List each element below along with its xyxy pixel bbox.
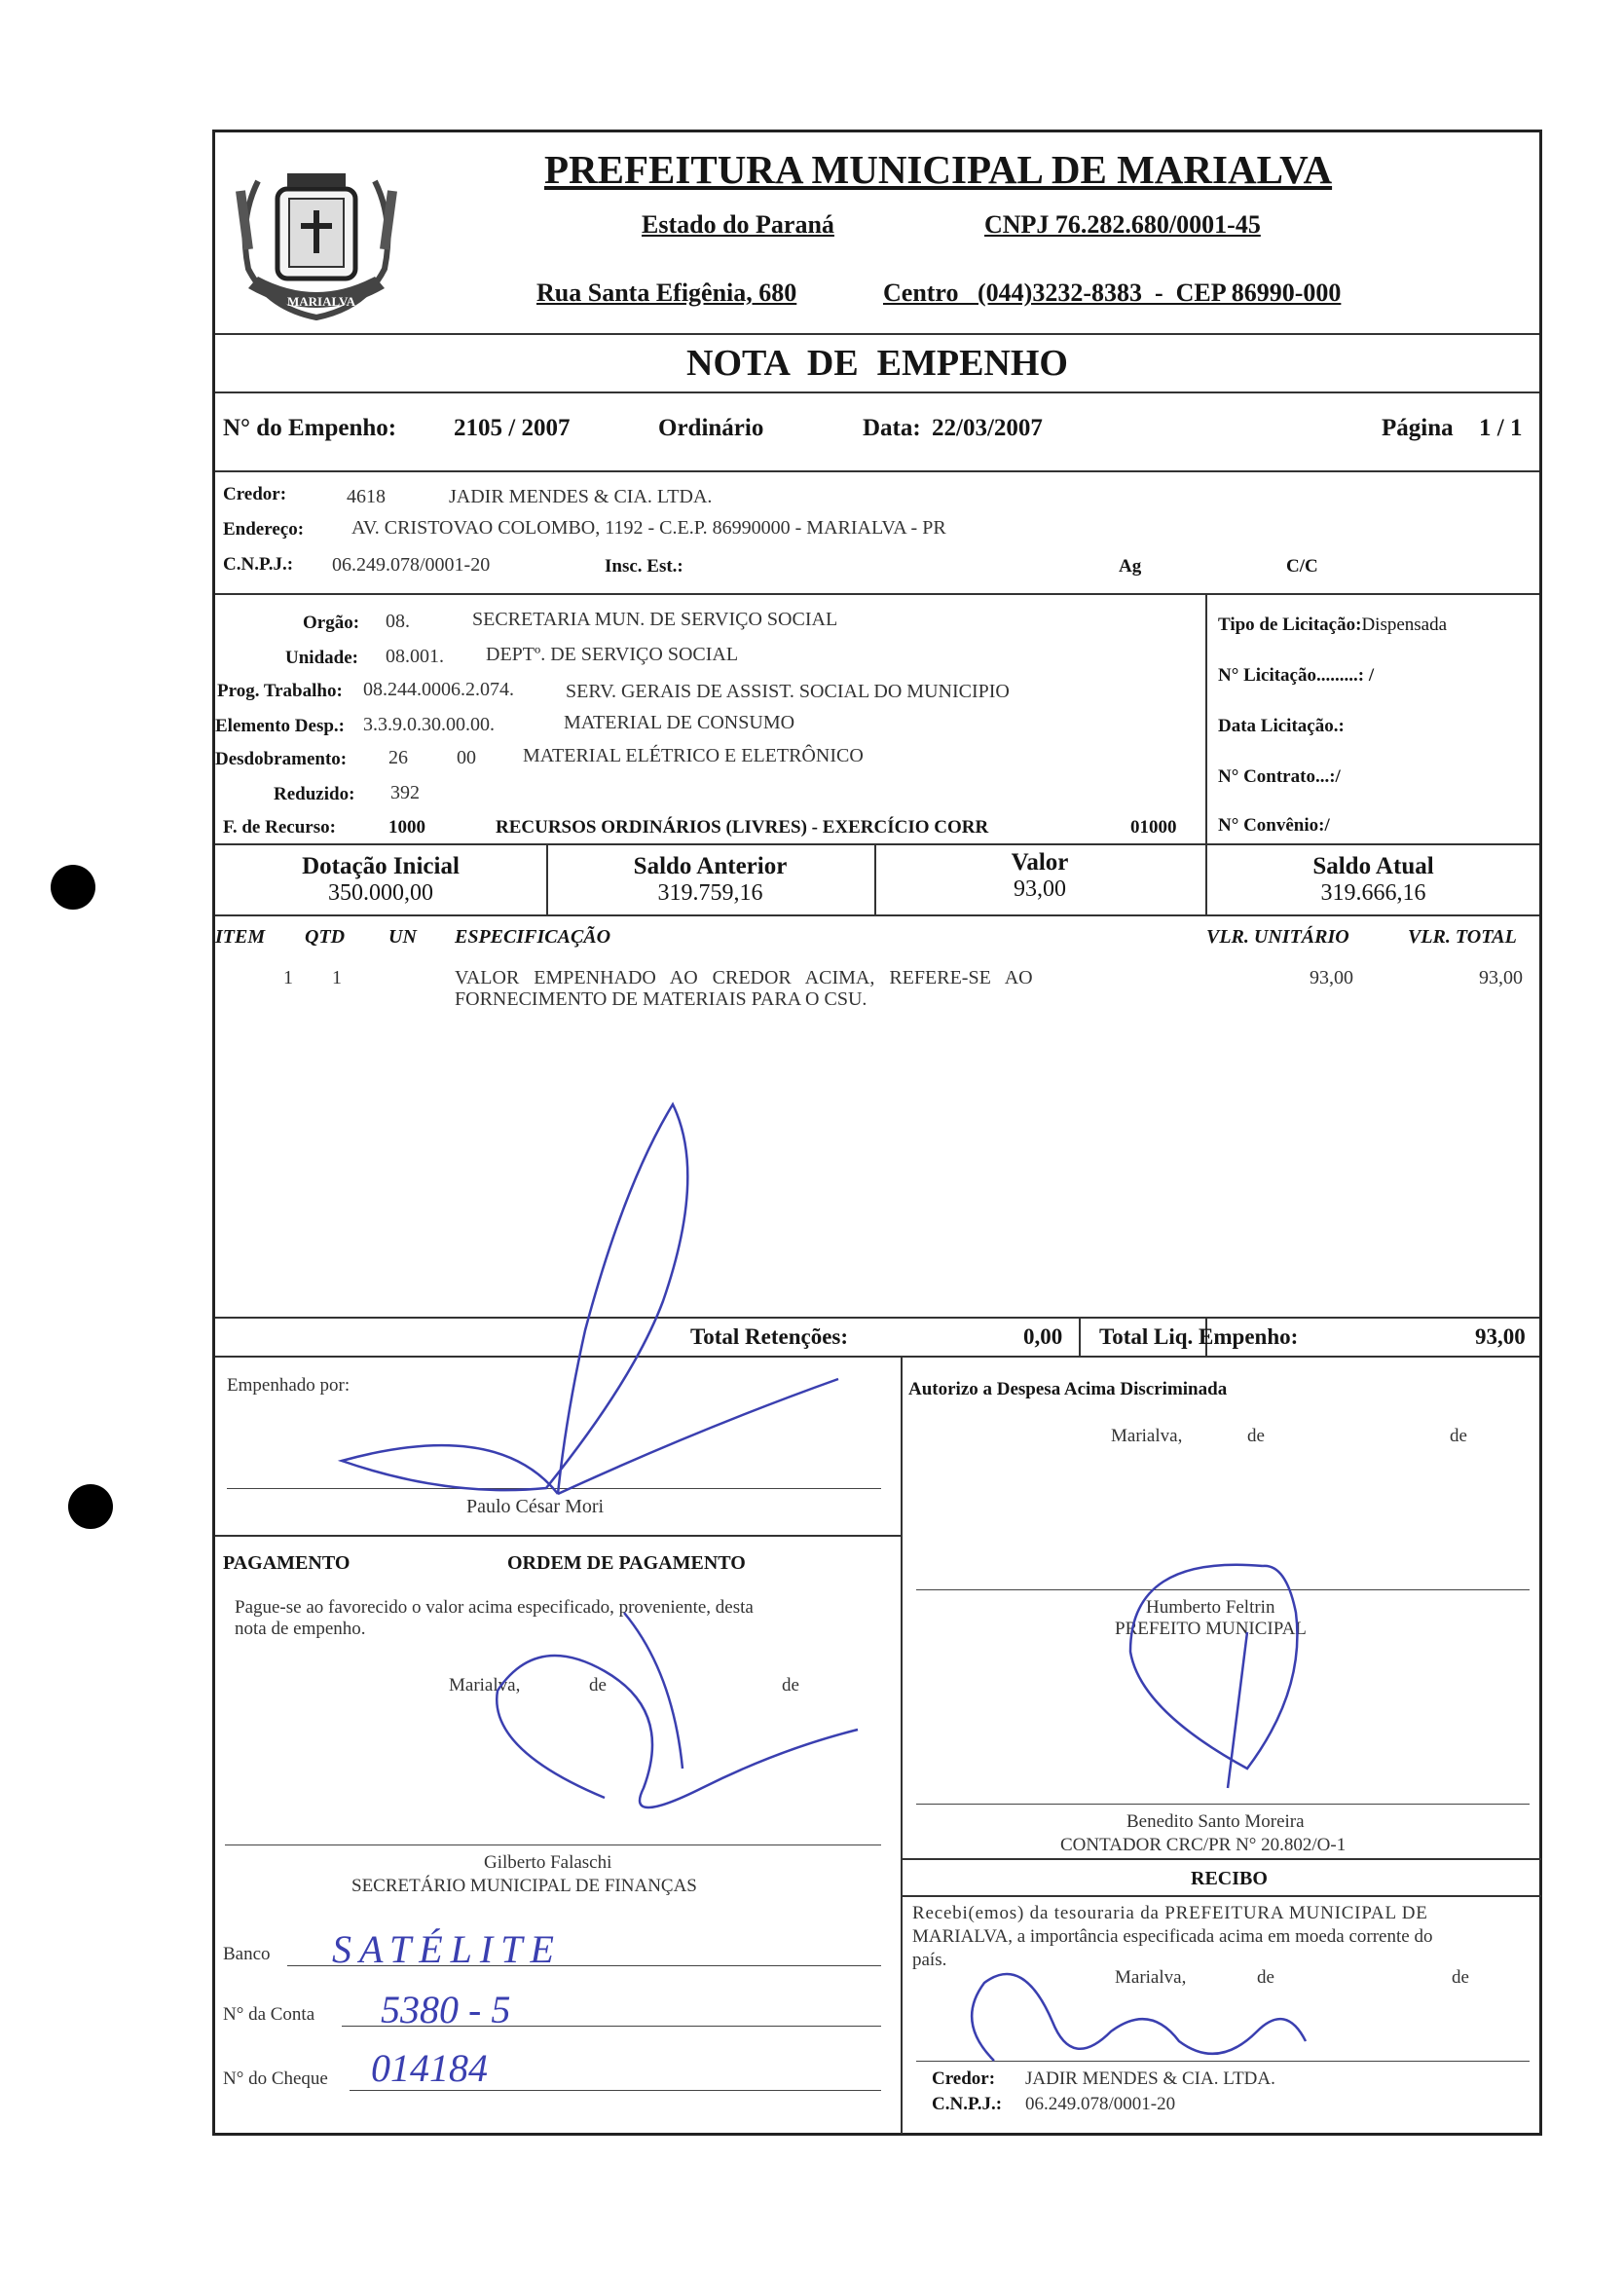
receipt-signature [972,1974,1306,2061]
receipt-text-line3: país. [912,1950,947,1970]
items-header-qty: QTD [305,926,346,948]
commitment-value-amount: 93,00 [1014,876,1066,902]
account-number: 5380 - 5 [381,1988,511,2031]
payment-text-line2: nota de empenho. [235,1619,366,1639]
authorization-label: Autorizo a Despesa Acima Discriminada [908,1379,1228,1399]
expense-element-name: MATERIAL DE CONSUMO [564,712,795,733]
organ-label: Orgão: [303,613,360,633]
check-number: 014184 [371,2046,488,2090]
items-header-unit-price: VLR. UNITÁRIO [1206,926,1349,948]
bank-name: SATÉLITE [332,1927,562,1971]
items-header-spec: ESPECIFICAÇÃO [455,926,611,948]
items-header-total: VLR. TOTAL [1408,926,1517,948]
check-number-label: N° do Cheque [223,2068,328,2089]
organ-name: SECRETARIA MUN. DE SERVIÇO SOCIAL [472,609,838,630]
receipt-creditor-name: JADIR MENDES & CIA. LTDA. [1025,2068,1275,2089]
previous-balance-label: Saldo Anterior [633,853,788,879]
expense-element-code: 3.3.9.0.30.00.00. [363,714,495,735]
empenho-date-label: Data: [863,415,921,441]
item-spec-line2: FORNECIMENTO DE MATERIAIS PARA O CSU. [455,988,867,1010]
receipt-place: Marialva, [1115,1967,1187,1988]
payment-order-label: ORDEM DE PAGAMENTO [507,1552,746,1574]
secretary-signature [497,1613,858,1807]
empenho-type: Ordinário [658,415,764,441]
item-spec-line1: VALOR EMPENHADO AO CREDOR ACIMA, REFERE-SE AO [455,967,1033,988]
accountant-name: Benedito Santo Moreira [1126,1811,1305,1832]
authorization-date-de1: de [1247,1426,1265,1446]
issuer-signature [342,1104,687,1494]
expense-element-label: Elemento Desp.: [215,716,345,736]
item-unit-price: 93,00 [1310,967,1353,988]
empenho-date: 22/03/2007 [932,415,1043,441]
reduced-code: 392 [390,782,420,803]
reduced-label: Reduzido: [274,784,355,804]
accountant-title: CONTADOR CRC/PR N° 20.802/O-1 [1060,1835,1347,1855]
mayor-name: Humberto Feltrin [1146,1597,1275,1618]
breakdown-label: Desdobramento: [215,749,348,769]
state-name: Estado do Paraná [642,210,834,239]
item-number: 1 [283,967,293,988]
receipt-label: RECIBO [1191,1868,1268,1889]
creditor-address: AV. CRISTOVAO COLOMBO, 1192 - C.E.P. 86990000 - MARIALVA - PR [351,517,946,539]
receipt-creditor-label: Credor: [932,2068,996,2089]
bidding-type-label: Tipo de Licitação:Dispensada [1218,615,1448,635]
bidding-type: Dispensada [1361,615,1448,635]
unit-label: Unidade: [285,648,358,668]
bidding-number-label: N° Licitação.........: / [1218,665,1375,686]
document-title: NOTA DE EMPENHO [686,343,1068,384]
net-commitment-value: 93,00 [1475,1324,1526,1349]
issuer-signature-tail [558,1379,838,1494]
creditor-cnpj: 06.249.078/0001-20 [332,554,491,576]
breakdown-name: MATERIAL ELÉTRICO E ELETRÔNICO [523,745,864,766]
creditor-cnpj-label: C.N.P.J.: [223,554,294,575]
organ-code: 08. [386,611,410,632]
receipt-cnpj: 06.249.078/0001-20 [1025,2094,1176,2114]
payment-place: Marialva, [449,1675,521,1695]
bidding-date-label: Data Licitação.: [1218,716,1345,736]
empenho-number-label: N° do Empenho: [223,415,397,441]
program-name: SERV. GERAIS DE ASSIST. SOCIAL DO MUNICIPIO [566,681,1010,702]
authorization-date-de2: de [1450,1426,1467,1446]
punch-hole [68,1484,113,1529]
commitment-value-label: Valor [1011,849,1069,876]
municipality-title: PREFEITURA MUNICIPAL DE MARIALVA [544,147,1333,192]
crest-banner-text: MARIALVA [287,294,356,309]
breakdown-subcode: 00 [457,747,476,768]
agency-label: Ag [1119,556,1142,577]
initial-allocation-value: 350.000,00 [328,880,433,906]
unit-code: 08.001. [386,646,444,667]
agreement-label: N° Convênio:/ [1218,815,1330,836]
payment-label: PAGAMENTO [223,1552,351,1574]
mayor-signature [1130,1565,1297,1788]
receipt-cnpj-label: C.N.P.J.: [932,2094,1003,2114]
initial-allocation-label: Dotação Inicial [302,853,460,879]
handwritten-signatures [215,132,1545,2139]
creditor-name: JADIR MENDES & CIA. LTDA. [449,486,713,507]
item-qty: 1 [332,967,342,988]
current-balance-value: 319.666,16 [1320,880,1426,906]
program-label: Prog. Trabalho: [217,681,343,701]
bank-label: Banco [223,1944,271,1964]
payment-date-de1: de [589,1675,607,1695]
previous-balance-value: 319.759,16 [657,880,763,906]
unit-name: DEPTº. DE SERVIÇO SOCIAL [486,644,739,665]
net-commitment-label: Total Liq. Empenho: [1099,1324,1299,1349]
resource-label: F. de Recurso: [223,817,336,838]
issued-by-label: Empenhado por: [227,1375,351,1396]
receipt-text-line2: MARIALVA, a importância especificada acima em moeda corrente do [912,1926,1433,1947]
resource-code: 1000 [388,817,425,838]
finance-secretary-name: Gilberto Falaschi [484,1852,612,1873]
address-label: Endereço: [223,519,305,540]
authorization-place: Marialva, [1111,1426,1183,1446]
municipality-contact: Centro (044)3232-8383 - CEP 86990-000 [883,279,1342,307]
withholdings-value: 0,00 [1023,1324,1063,1349]
creditor-label: Credor: [223,484,287,504]
page-label: Página [1382,415,1454,441]
state-registration-label: Insc. Est.: [605,556,683,577]
receipt-text-line1: Recebi(emos) da tesouraria da PREFEITURA MUNICIPAL DE [912,1903,1428,1923]
nota-de-empenho-form [212,130,1542,2136]
items-header-unit: UN [388,926,417,948]
empenho-number: 2105 / 2007 [454,415,571,441]
resource-number: 01000 [1130,817,1177,838]
items-header-item: ITEM [215,926,266,948]
contract-label: N° Contrato...:/ [1218,766,1341,787]
receipt-date-de1: de [1257,1967,1274,1988]
payment-text-line1: Pague-se ao favorecido o valor acima especificado, proveniente, desta [235,1597,754,1618]
municipality-cnpj: CNPJ 76.282.680/0001-45 [984,210,1261,239]
issued-by-name: Paulo César Mori [466,1496,605,1517]
item-total: 93,00 [1479,967,1523,988]
resource-name: RECURSOS ORDINÁRIOS (LIVRES) - EXERCÍCIO CORR [496,817,989,838]
current-balance-label: Saldo Atual [1312,853,1434,879]
receipt-date-de2: de [1452,1967,1469,1988]
municipality-address: Rua Santa Efigênia, 680 [536,279,797,307]
creditor-code: 4618 [347,486,386,507]
page-number: 1 / 1 [1479,415,1523,441]
breakdown-code: 26 [388,747,408,768]
mayor-title: PREFEITO MUNICIPAL [1115,1619,1307,1639]
program-code: 08.244.0006.2.074. [363,679,514,700]
finance-secretary-title: SECRETÁRIO MUNICIPAL DE FINANÇAS [351,1876,697,1896]
withholdings-label: Total Retenções: [690,1324,849,1349]
account-label: C/C [1286,556,1318,577]
payment-date-de2: de [782,1675,799,1695]
punch-hole [51,865,95,910]
account-number-label: N° da Conta [223,2004,315,2025]
